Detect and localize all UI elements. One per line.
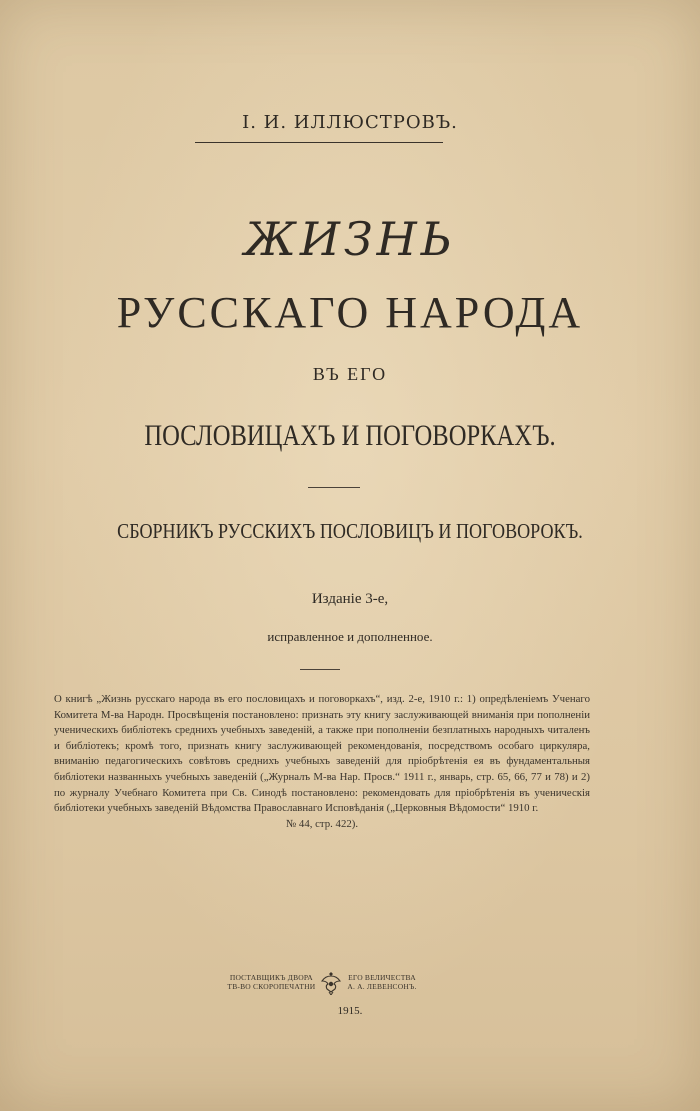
edition-note: исправленное и дополненное. <box>267 629 433 644</box>
divider-rule <box>300 669 340 670</box>
imprint-left <box>227 973 315 991</box>
imprint-left-line-1: ПОСТАВЩИКЪ ДВОРА <box>229 973 313 982</box>
imprint-right-line-2: А. А. ЛЕВЕНСОНЪ. <box>347 982 417 991</box>
eagle-emblem-icon <box>321 969 341 995</box>
edition-number: Изданіе 3-е, <box>311 591 389 607</box>
review-note <box>54 692 590 832</box>
imprint-right-line-1: ЕГО ВЕЛИЧЕСТВА <box>348 973 416 982</box>
review-note-paragraph: О книгѣ „Жизнь русскаго народа въ его пословицахъ и поговоркахъ“, изд. 2-е, 1910 г.: 1) опредѣленіемъ Ученаго Комитета М-ва Народн. Просвѣщенія постановлено: признать эту книгу заслуживающей вниманія при пополненіи ученическихъ библіотекъ среднихъ учебныхъ заведеній, а также при пополненіи безплатныхъ народныхъ читаленъ и библіотекъ; кромѣ того, признать книгу заслуживающей рекомендованія, посредствомъ особаго циркуляра, вниманію педагогическихъ совѣтовъ среднихъ учебныхъ заведеній для пріобрѣтенія ея въ фундаментальныя библіотеки названныхъ учебныхъ заведеній („Журналъ М-ва Нар. Просв.“ 1911 г., январь, стр. 65, 66, 77 и 78) и 2) по журналу Учебнаго Комитета при Св. Синодѣ постановлено: рекомендовать для пріобрѣтенія въ ученическія библіотеки учебныхъ заведеній Вѣдомства Православнаго Исповѣданія („Церковныя Вѣдомости“ 1910 г. <box>54 693 590 815</box>
divider-rule <box>308 487 360 488</box>
publication-year: 1915. <box>337 1005 363 1017</box>
title-line-1: ЖИЗНЬ <box>244 212 456 266</box>
imprint-right <box>347 973 416 991</box>
review-note-last-line: № 44, стр. 422). <box>285 817 359 830</box>
author-underline <box>195 142 443 143</box>
title-line-4: ПОСЛОВИЦАХЪ И ПОГОВОРКАХЪ. <box>144 419 556 452</box>
title-line-3: ВЪ ЕГО <box>312 364 388 384</box>
imprint-left-line-2: ТВ-ВО СКОРОПЕЧАТНИ <box>227 982 316 991</box>
subtitle: СБОРНИКЪ РУССКИХЪ ПОСЛОВИЦЪ И ПОГОВОРОКЪ. <box>117 519 583 543</box>
printer-imprint <box>222 966 422 998</box>
author-name: І. И. ИЛЛЮСТРОВЪ. <box>242 112 458 133</box>
title-line-2: РУССКАГО НАРОДА <box>116 288 584 337</box>
